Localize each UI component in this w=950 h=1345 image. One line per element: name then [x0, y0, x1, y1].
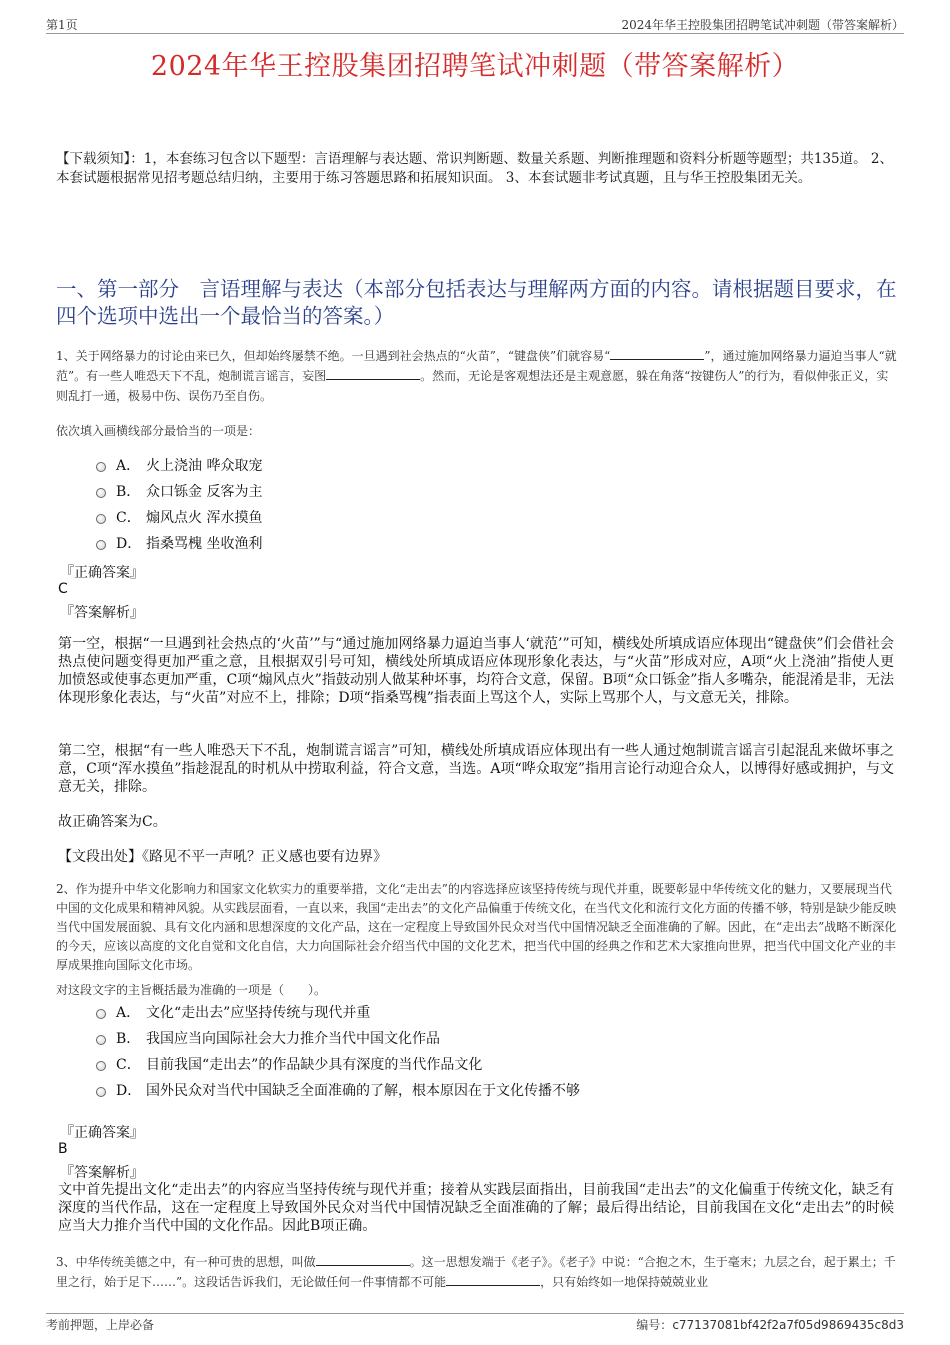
download-notice: 【下载须知】：1，本套练习包含以下题型：言语理解与表达题、常识判断题、数量关系题、判断推理题和资料分析题等题型；共135道。 2、本套试题根据常见招考题总结归纳，主要用于练习答题思路和拓展知识面。 3、本套试题非考试真题，且与华王控股集团无关。 [56, 151, 893, 186]
radio-button-icon[interactable] [96, 1061, 106, 1071]
page-header [46, 14, 904, 34]
correct-answer-value: B [58, 1141, 68, 1157]
analysis-conclusion: 故正确答案为C。 [58, 814, 167, 830]
question-2-hint: 对这段文字的主旨概括最为准确的一项是（ ）。 [56, 983, 327, 997]
radio-button-icon[interactable] [96, 1087, 106, 1097]
question-1-hint: 依次填入画横线部分最恰当的一项是： [56, 424, 261, 438]
page-number: 第1页 [46, 18, 78, 32]
option-d[interactable]: D． 指桑骂槐 坐收渔利 [96, 531, 262, 557]
correct-answer-label: 『正确答案』 [60, 1125, 144, 1141]
option-b[interactable]: B． 我国应当向国际社会大力推介当代中国文化作品 [96, 1026, 580, 1052]
analysis-paragraph: 第二空，根据“有一些人唯恐天下不乱，炮制谎言谣言”可知，横线处所填成语应体现出有一些人通过炮制谎言谣言引起混乱来做坏事之意，C项“浑水摸鱼”指趁混乱的时机从中捞取利益，符合文意，当选。A项“哗众取宠”指用言论行动迎合众人，以博得好感或拥护，与文意无关，排除。 [58, 743, 894, 795]
question-1-text: 1、关于网络暴力的讨论由来已久，但却始终屡禁不绝。一旦遇到社会热点的“火苗”，“键盘侠”们就容易“ ”，通过施加网络暴力逼迫当事人“就范”。有一些人唯恐天下不乱，炮制谎言谣言，妄图 。然而，无论是客观想法还是主观意愿，躲在角落“按键伤人”的行为，看似伸张正义，实则乱打一通，极易中伤、误伤乃至自伤。 [56, 349, 897, 403]
question-3-text: 3、中华传统美德之中，有一种可贵的思想，叫做 。这一思想发端于《老子》。《老子》中说：“合抱之木，生于毫末；九层之台，起于累土；千里之行，始于足下……”。这段话告诉我们，无论做任何一件事情都不可能 ，只有始终如一地保持兢兢业业 [56, 1255, 896, 1289]
question-2-options [96, 1000, 580, 1104]
question-2-text: 2、作为提升中华文化影响力和国家文化软实力的重要举措，文化“走出去”的内容选择应该坚持传统与现代并重，既要彰显中华传统文化的魅力，又要展现当代中国的文化成果和精神风貌。从实践层面看，一直以来，我国“走出去”的文化产品偏重于传统文化，在当代文化和流行文化方面的传播不够，特别是缺少能反映当代中国发展面貌、具有文化内涵和思想深度的文化产品，这在一定程度上导致国外民众对当代中国情况缺乏全面准确的了解。因此，在“走出去”战略不断深化的今天，应该以高度的文化自觉和文化自信，大力向国际社会介绍当代中国的文化艺术，把当代中国的经典之作和艺术大家推向世界，把当代中国文化产业的丰厚成果推向国际文化市场。 [56, 882, 897, 972]
option-c[interactable]: C． 煽风点火 浑水摸鱼 [96, 505, 262, 531]
analysis-label: 『答案解析』 [60, 605, 144, 621]
option-a[interactable]: A． 火上浇油 哗众取宠 [96, 453, 262, 479]
fill-blank [316, 1254, 410, 1266]
analysis-label: 『答案解析』 [60, 1165, 144, 1181]
correct-answer-label: 『正确答案』 [60, 565, 144, 581]
radio-button-icon[interactable] [96, 488, 106, 498]
option-d[interactable]: D． 国外民众对当代中国缺乏全面准确的了解，根本原因在于文化传播不够 [96, 1078, 580, 1104]
footer-slogan: 考前押题，上岸必备 [46, 1318, 155, 1332]
radio-button-icon[interactable] [96, 1035, 106, 1045]
passage-source: 【文段出处】《路见不平一声吼？正义感也要有边界》 [58, 849, 387, 865]
radio-button-icon[interactable] [96, 514, 106, 524]
correct-answer-value: C [58, 581, 68, 597]
question-1-options [96, 453, 262, 557]
analysis-paragraph: 文中首先提出文化“走出去”的内容应当坚持传统与现代并重；接着从实践层面指出，目前我国“走出去”的文化偏重于传统文化，缺乏有深度的当代作品，这在一定程度上导致国外民众对当代中国情况缺乏全面准确的了解；最后得出结论，目前我国在文化“走出去”的时候应当大力推介当代中国的文化作品。因此B项正确。 [58, 1182, 894, 1234]
section-heading: 一、第一部分 言语理解与表达（本部分包括表达与理解两方面的内容。请根据题目要求，在四个选项中选出一个最恰当的答案。） [56, 277, 897, 328]
page-title: 2024年华王控股集团招聘笔试冲刺题（带答案解析） [150, 51, 800, 82]
radio-button-icon[interactable] [96, 540, 106, 550]
fill-blank [610, 348, 704, 360]
page-footer [46, 1313, 904, 1333]
radio-button-icon[interactable] [96, 462, 106, 472]
document-code: 编号：c77137081bf42f2a7f05d9869435c8d3 [636, 1318, 904, 1332]
radio-button-icon[interactable] [96, 1009, 106, 1019]
option-a[interactable]: A． 文化“走出去”应坚持传统与现代并重 [96, 1000, 580, 1026]
header-doc-title: 2024年华王控股集团招聘笔试冲刺题（带答案解析） [621, 18, 904, 32]
option-b[interactable]: B． 众口铄金 反客为主 [96, 479, 262, 505]
fill-blank [446, 1274, 540, 1286]
option-c[interactable]: C． 目前我国“走出去”的作品缺少具有深度的当代作品文化 [96, 1052, 580, 1078]
analysis-paragraph: 第一空，根据“一旦遇到社会热点的‘火苗’”与“通过施加网络暴力逼迫当事人‘就范’”可知，横线处所填成语应体现出“键盘侠”们会借社会热点使问题变得更加严重之意，且根据双引号可知，横线处所填成语应体现形象化表达，与“火苗”形成对应，A项“火上浇油”指使人更加愤怒或使事态更加严重，C项“煽风点火”指鼓动别人做某种坏事，均符合文意，保留。B项“众口铄金”指人多嘴杂，能混淆是非，无法体现形象化表达，与“火苗”对应不上，排除；D项“指桑骂槐”指表面上骂这个人，实际上骂那个人，与文意无关，排除。 [58, 636, 894, 706]
fill-blank [326, 368, 420, 380]
